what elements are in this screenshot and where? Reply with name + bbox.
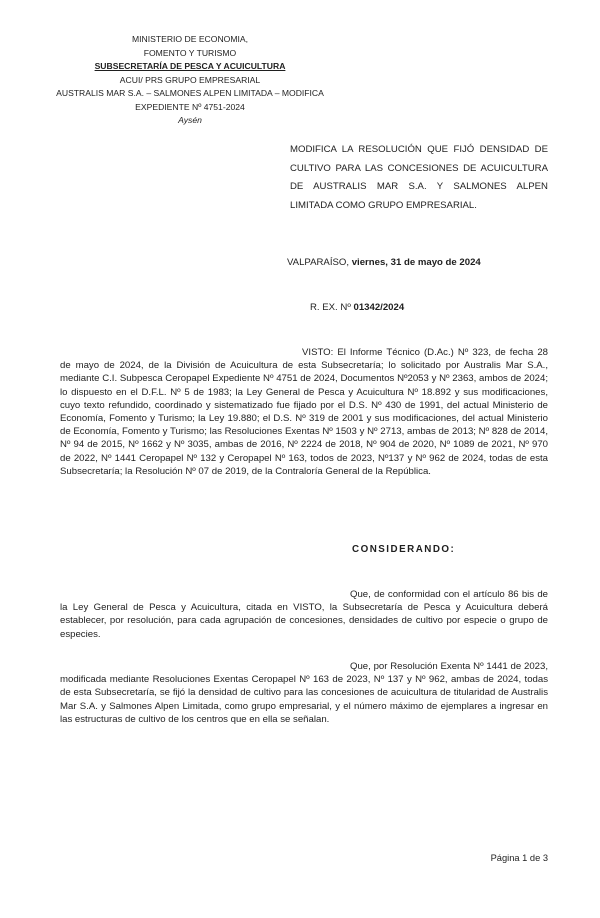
letterhead-companies: AUSTRALIS MAR S.A. – SALMONES ALPEN LIMITADA – MODIFICA — [56, 88, 324, 98]
letterhead-region: Aysén — [178, 115, 202, 125]
dateline — [60, 256, 548, 269]
letterhead-expediente: EXPEDIENTE Nº 4751-2024 — [135, 101, 245, 112]
considerando-paragraph-2: Que, por Resolución Exenta Nº 1441 de 2023, modificada mediante Resoluciones Exentas Ceropapel Nº 163 de 2023, Nº 137 y Nº 962, ambas de 2024, todas de esta Subsecretaría, se fijó la densidad de cultivo para las concesiones de acuicultura de titularidad de Australis Mar S.A. y Salmones Alpen Limitada, como grupo empresarial, y el número máximo de ejemplares a ingresar en las estructuras de cultivo de los centros que en ella se señalan. — [60, 661, 548, 725]
page-number-label: Página 1 de 3 — [490, 853, 548, 863]
considerando-paragraph-1: Que, de conformidad con el artículo 86 bis de la Ley General de Pesca y Acuicultura, citada en VISTO, la Subsecretaría de Pesca y Acuicultura deberá establecer, por resolución, para cada agrupación de concesiones, densidades de cultivo por especie o grupo de especies. — [60, 589, 548, 640]
resolution-number-prefix: R. EX. Nº — [310, 302, 351, 313]
letterhead-ministry-line2: FOMENTO Y TURISMO — [143, 47, 237, 58]
subject-block: MODIFICA LA RESOLUCIÓN QUE FIJÓ DENSIDAD DE CULTIVO PARA LAS CONCESIONES DE ACUICULTURA DE AUSTRALIS MAR S.A. Y SALMONES ALPEN LIMITADA COMO GRUPO EMPRESARIAL. — [290, 144, 548, 211]
letterhead — [40, 33, 340, 128]
letterhead-unit: ACUI/ PRS GRUPO EMPRESARIAL — [119, 74, 261, 85]
dateline-city: VALPARAÍSO, — [287, 257, 350, 268]
considerando-heading: CONSIDERANDO: — [352, 544, 456, 555]
visto-body: El Informe Técnico (D.Ac.) Nº 323, de fecha 28 de mayo de 2024, de la División de Acuicultura de esta Subsecretaría; lo solicitado por Australis Mar S.A., mediante C.I. Subpesca Ceropapel Expediente Nº 4751 de 2024, Documentos Nº2053 y Nº 2363, ambos de 2024; lo dispuesto en el D.F.L. Nº 5 de 1983; la Ley General de Pesca y Acuicultura Nº 18.892 y sus modificaciones, cuyo texto refundido, coordinado y sistematizado fue fijado por el D.S. Nº 430 de 1991, del actual Ministerio de Economía, Fomento y Turismo; la Ley 19.880; el D.S. Nº 319 de 2001 y sus modificaciones, del actual Ministerio de Economía, Fomento y Turismo; las Resoluciones Exentas Nº 1503 y Nº 2713, ambas de 2013; Nº 828 de 2014, Nº 94 de 2015, Nº 1662 y Nº 3035, ambas de 2016, Nº 2224 de 2018, Nº 904 de 2020, Nº 1089 de 2021, Nº 970 de 2022, Nº 1441 Ceropapel Nº 132 y Ceropapel Nº 163, todos de 2023, Nº137 y Nº 962 de 2024, todas de esta Subsecretaría; la Resolución Nº 07 de 2019, de la Contraloría General de la República. — [60, 347, 548, 477]
dateline-date: viernes, 31 de mayo de 2024 — [351, 257, 481, 268]
visto-label: VISTO: — [302, 347, 334, 358]
resolution-number-line — [60, 301, 548, 314]
letterhead-ministry-line1: MINISTERIO DE ECONOMIA, — [131, 34, 249, 44]
letterhead-subsecretaria: SUBSECRETARÍA DE PESCA Y ACUICULTURA — [94, 61, 286, 71]
resolution-number-value: 01342/2024 — [353, 302, 405, 313]
visto-paragraph — [60, 346, 548, 478]
